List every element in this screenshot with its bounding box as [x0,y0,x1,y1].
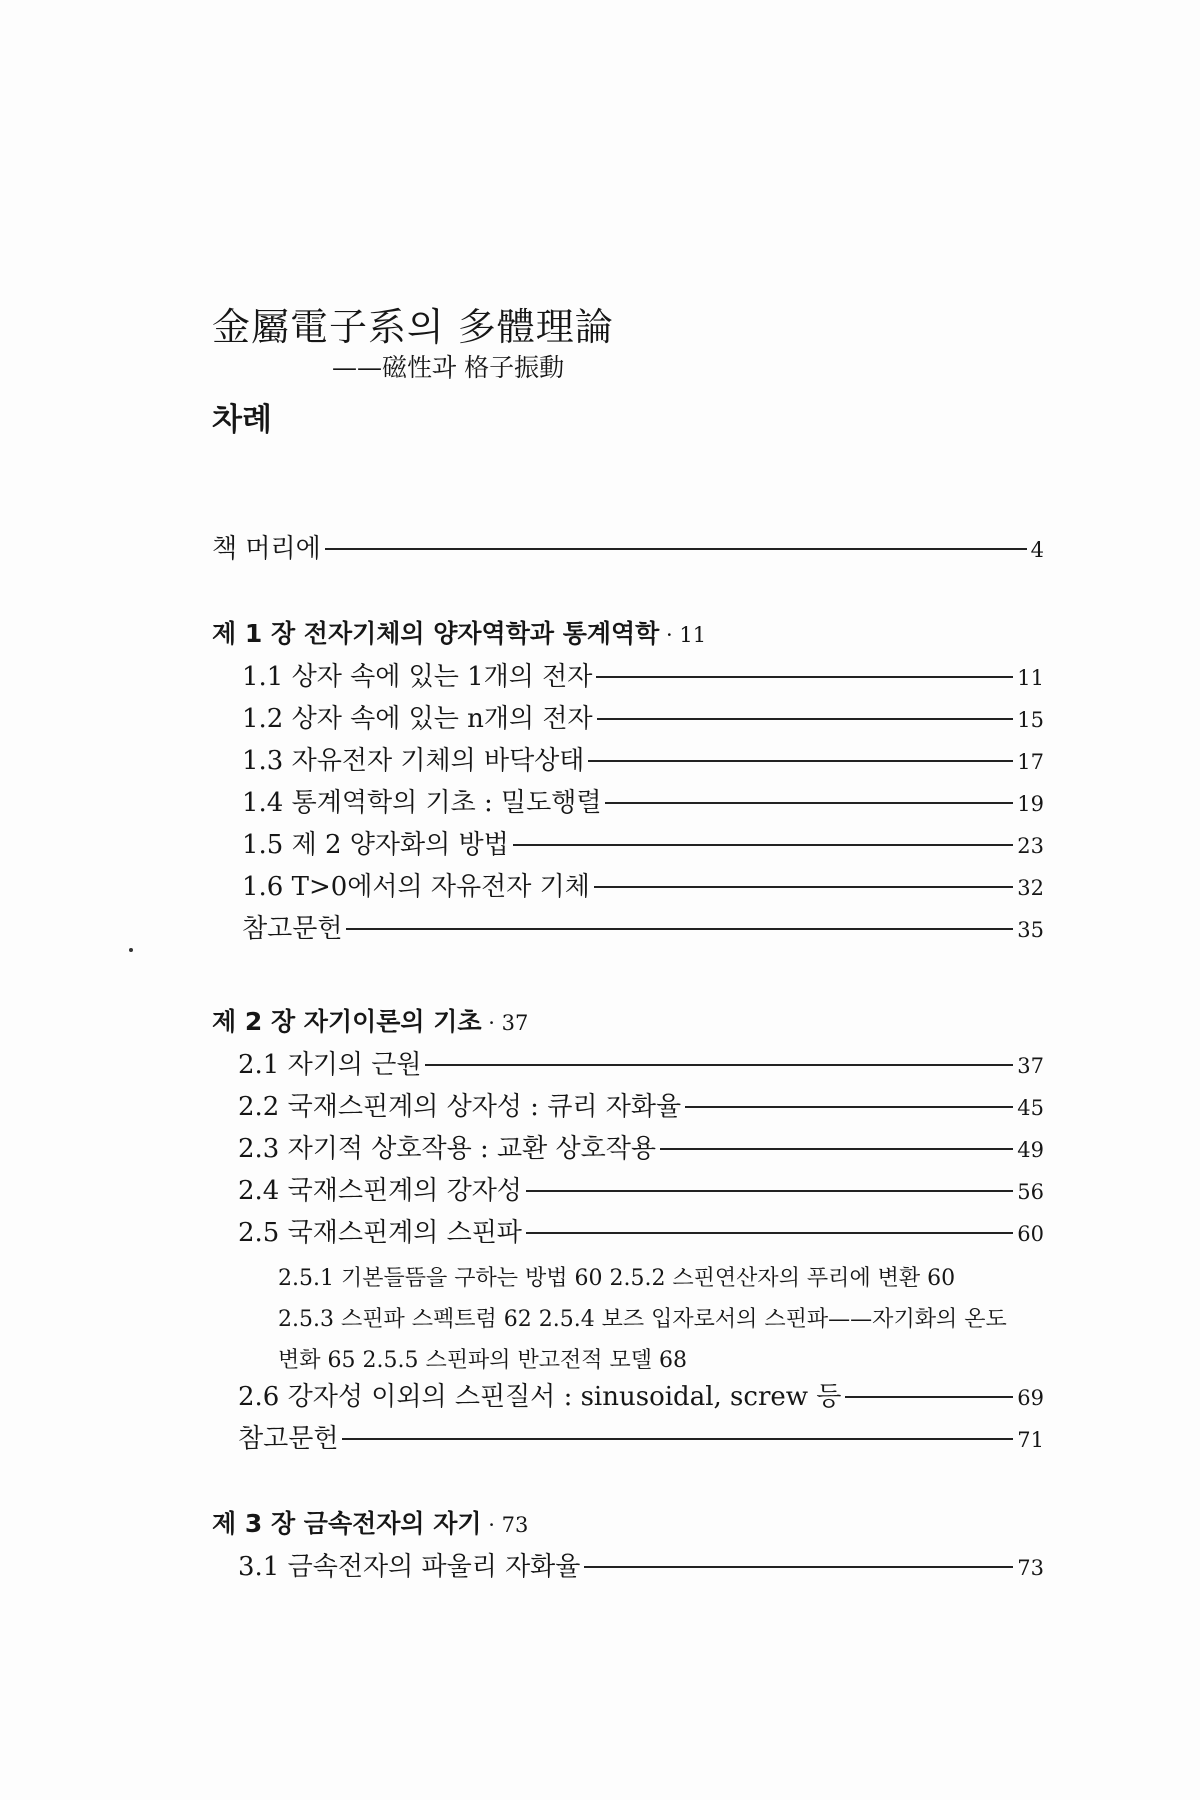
toc-entry-label: 1.6 T>0에서의 자유전자 기체 [242,872,590,902]
toc-entry[interactable] [242,782,1044,819]
toc-entry-label: 2.3 자기적 상호작용 : 교환 상호작용 [238,1134,656,1164]
toc-entry-label: 2.1 자기의 근원 [238,1050,422,1080]
leader-line [685,1106,1013,1108]
toc-page-number: 37 [1017,1054,1044,1078]
toc-page-number: 17 [1017,750,1044,774]
toc-entry[interactable] [238,1212,1044,1249]
chapter-page-number: 73 [501,1513,529,1537]
leader-line [588,760,1013,762]
toc-page-number: 11 [1017,666,1044,690]
toc-entry-label: 1.5 제 2 양자화의 방법 [242,830,509,860]
toc-page-number: 32 [1017,876,1044,900]
toc-entry-label: 2.6 강자성 이외의 스핀질서 : sinusoidal, screw 등 [238,1382,842,1412]
toc-entry-label: 2.2 국재스핀계의 상자성 : 큐리 자화율 [238,1092,682,1122]
leader-line [526,1232,1013,1234]
toc-entry[interactable] [238,1086,1044,1123]
leader-line [342,1438,1013,1440]
toc-entry-label: 참고문헌 [238,1424,339,1454]
leader-line [346,928,1013,930]
toc-entry[interactable] [242,866,1044,903]
leader-line [597,718,1014,720]
leader-line [596,676,1013,678]
chapter-page-number: 37 [501,1011,529,1035]
leader-line [660,1148,1013,1150]
book-title: 金屬電子系의 多體理論 [212,305,614,349]
toc-page-number: 35 [1017,918,1044,942]
chapter-page-number: 11 [679,623,707,647]
chapter-heading[interactable]: 제 3 장 금속전자의 자기 · 73 [212,1509,529,1538]
toc-page-number: 23 [1017,834,1044,858]
chapter-heading[interactable]: 제 1 장 전자기체의 양자역학과 통계역학 · 11 [212,619,707,648]
chapter-title: 제 1 장 전자기체의 양자역학과 통계역학 [212,619,660,648]
leader-line [584,1566,1013,1568]
chapter-heading[interactable]: 제 2 장 자기이론의 기초 · 37 [212,1007,529,1036]
toc-entry[interactable] [242,824,1044,861]
toc-entry-label: 2.5 국재스핀계의 스핀파 [238,1218,522,1248]
toc-entry-references[interactable] [242,908,1044,945]
toc-page-number: 56 [1017,1180,1044,1204]
leader-line [526,1190,1013,1192]
toc-entry[interactable] [242,698,1044,735]
toc-entry-label: 책 머리에 [212,534,321,564]
toc-entry[interactable] [242,656,1044,693]
toc-page-number: 60 [1017,1222,1044,1246]
toc-entry-label: 1.2 상자 속에 있는 n개의 전자 [242,704,593,734]
toc-heading: 차례 [212,402,272,438]
toc-page-number: 73 [1017,1556,1044,1580]
stray-dot [129,948,133,952]
toc-page-number: 19 [1017,792,1044,816]
toc-entry[interactable] [238,1376,1044,1413]
toc-entry-label: 1.4 통계역학의 기초 : 밀도행렬 [242,788,602,818]
subsection-list: 2.5.1 기본들뜸을 구하는 방법 60 2.5.2 스핀연산자의 푸리에 변환 60 2.5.3 스핀파 스펙트럼 62 2.5.4 보즈 입자로서의 스핀파——자기화의 온도변화 65 2.5.5 스핀파의 반고전적 모델 68 [278,1266,1007,1373]
leader-line [425,1064,1013,1066]
toc-entry[interactable] [238,1044,1044,1081]
leader-line [513,844,1014,846]
toc-page-number: 49 [1017,1138,1044,1162]
chapter-title: 제 3 장 금속전자의 자기 [212,1509,482,1538]
leader-line [605,802,1013,804]
book-subtitle: ——磁性과 格子振動 [332,353,565,382]
toc-entry[interactable] [238,1170,1044,1207]
leader-line [594,886,1013,888]
toc-entry-label: 2.4 국재스핀계의 강자성 [238,1176,522,1206]
leader-line [845,1396,1013,1398]
toc-entry-label: 1.1 상자 속에 있는 1개의 전자 [242,662,593,692]
toc-page-number: 69 [1017,1386,1044,1410]
toc-entry-references[interactable] [238,1418,1044,1455]
toc-page-number: 71 [1017,1428,1044,1452]
toc-entry-label: 참고문헌 [242,914,343,944]
toc-entry-label: 1.3 자유전자 기체의 바닥상태 [242,746,585,776]
chapter-title: 제 2 장 자기이론의 기초 [212,1007,482,1036]
toc-page-number: 15 [1017,708,1044,732]
toc-entry-preface[interactable] [212,528,1044,565]
leader-line [325,548,1027,550]
toc-entry[interactable] [238,1546,1044,1583]
toc-entry[interactable] [238,1128,1044,1165]
toc-page-number: 45 [1017,1096,1044,1120]
toc-entry-label: 3.1 금속전자의 파울리 자화율 [238,1552,581,1582]
toc-page-number: 4 [1030,538,1044,562]
toc-entry[interactable] [242,740,1044,777]
